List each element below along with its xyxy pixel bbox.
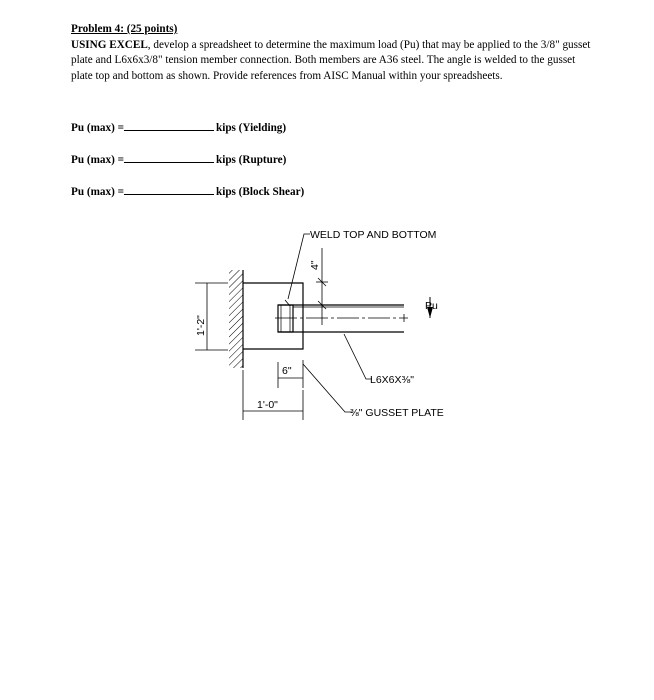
length-label: 1'-0" (257, 399, 278, 411)
support-hatch (229, 270, 243, 368)
load-label: Pu (425, 300, 438, 312)
answer-label: Pu (max) = (71, 122, 124, 134)
problem-text: , develop a spreadsheet to determine the maximum load (Pu) that may be applied to the 3/8" gusset plate and L6x6x3/8" tension member connection. Both members are A36 steel. The angle is welded to the gusset plate top and bottom as shown. Provide references from AISC Manual within your spreadsheets. (71, 38, 591, 82)
answer-label: Pu (max) = (71, 186, 124, 198)
angle-label-leader (344, 334, 372, 379)
problem-title: Problem 4: (25 points) (71, 23, 178, 35)
angle-end (278, 305, 293, 332)
plate-label-leader (303, 364, 352, 412)
weld-length-label: 4" (309, 260, 321, 270)
plate-label: ⅜" GUSSET PLATE (350, 407, 444, 419)
six-label: 6" (282, 365, 292, 377)
height-label: 1'-2" (195, 315, 207, 336)
weld-note-leader (288, 234, 310, 299)
problem-lead: USING EXCEL (71, 38, 148, 51)
answer-unit: kips (Block Shear) (215, 186, 305, 198)
answer-unit: kips (Rupture) (215, 154, 287, 166)
answer-unit: kips (Yielding) (215, 122, 287, 134)
weld-note: WELD TOP AND BOTTOM (310, 229, 437, 241)
answer-label: Pu (max) = (71, 154, 124, 166)
angle-label: L6X6X⅜" (370, 374, 415, 386)
gusset-plate (243, 283, 303, 349)
